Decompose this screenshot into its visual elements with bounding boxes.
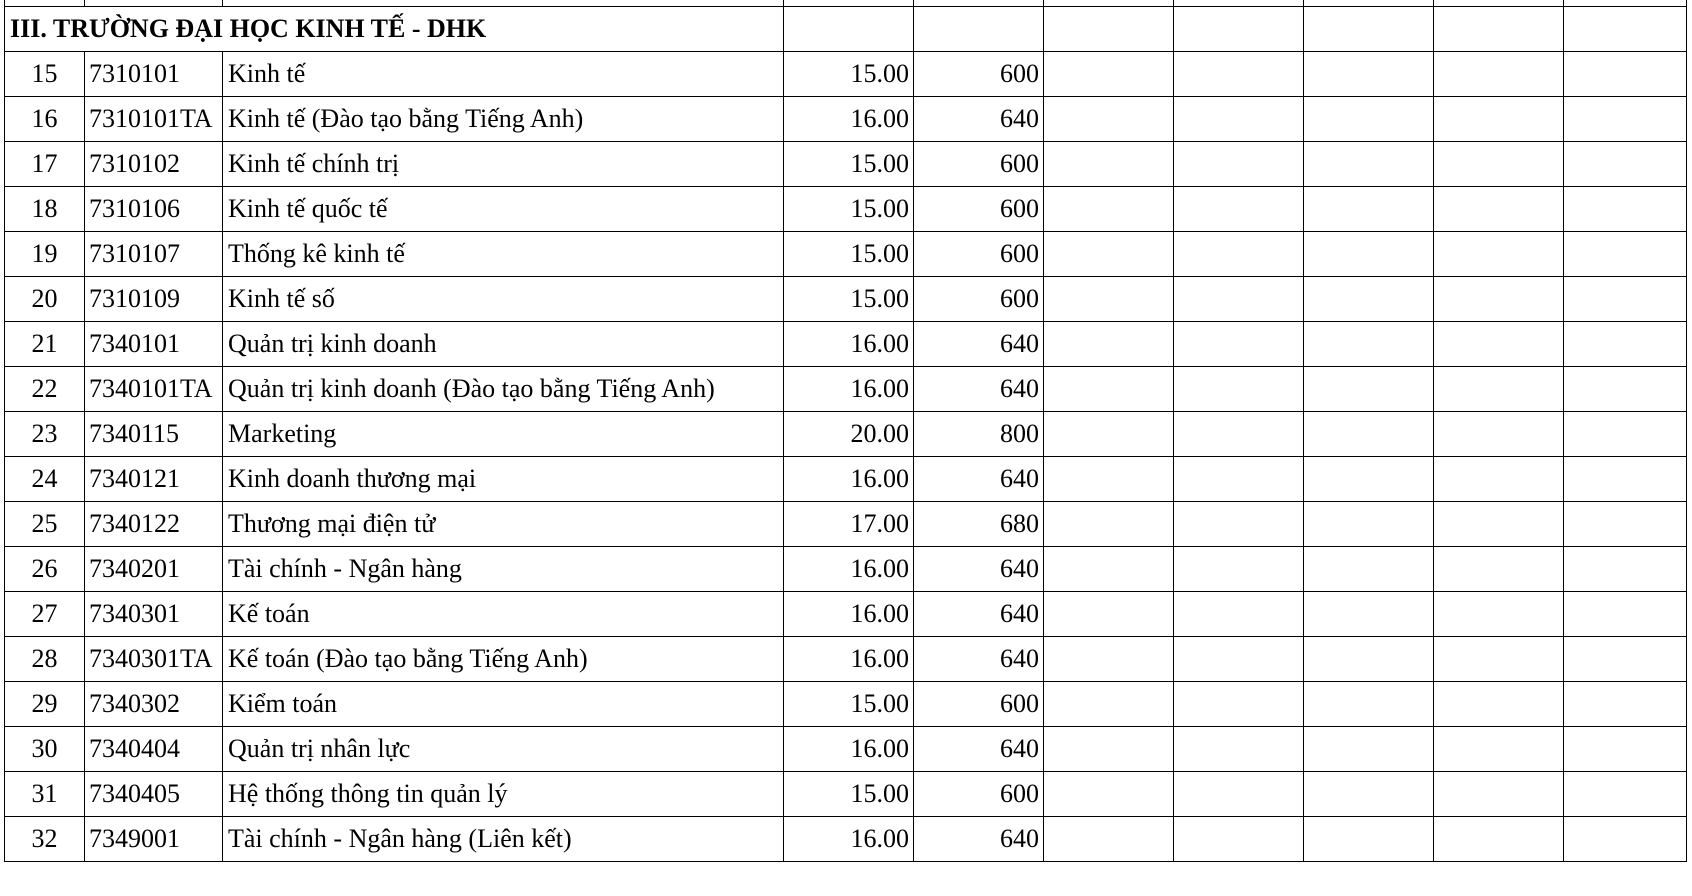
major-code-cell[interactable]: 7340405 bbox=[85, 772, 223, 817]
table-body bbox=[5, 0, 1687, 862]
section-title[interactable]: III. TRƯỜNG ĐẠI HỌC KINH TẾ - DHK bbox=[5, 7, 784, 52]
empty-cell[interactable] bbox=[1564, 772, 1687, 817]
empty-cell[interactable] bbox=[1174, 52, 1304, 97]
empty-cell[interactable] bbox=[1044, 142, 1174, 187]
major-code-cell[interactable]: 7340101TA bbox=[85, 367, 223, 412]
points-cell[interactable]: 680 bbox=[914, 502, 1044, 547]
empty-cell[interactable] bbox=[1434, 592, 1564, 637]
score-cell[interactable]: 16.00 bbox=[784, 322, 914, 367]
points-cell[interactable]: 600 bbox=[914, 232, 1044, 277]
empty-cell[interactable] bbox=[1174, 142, 1304, 187]
empty-cell[interactable] bbox=[1434, 97, 1564, 142]
cell[interactable] bbox=[784, 7, 914, 52]
major-name-cell[interactable]: Kinh tế quốc tế bbox=[223, 187, 784, 232]
empty-cell[interactable] bbox=[1564, 502, 1687, 547]
empty-cell[interactable] bbox=[1564, 277, 1687, 322]
empty-cell[interactable] bbox=[1304, 232, 1434, 277]
row-number-cell[interactable]: 15 bbox=[5, 52, 85, 97]
table-row bbox=[5, 322, 1687, 367]
major-code-cell[interactable]: 7310102 bbox=[85, 142, 223, 187]
points-cell[interactable]: 640 bbox=[914, 367, 1044, 412]
empty-cell[interactable] bbox=[1434, 727, 1564, 772]
table-row bbox=[5, 187, 1687, 232]
empty-cell[interactable] bbox=[1174, 97, 1304, 142]
major-code-cell[interactable]: 7310107 bbox=[85, 232, 223, 277]
score-cell[interactable]: 17.00 bbox=[784, 502, 914, 547]
empty-cell[interactable] bbox=[1434, 637, 1564, 682]
major-code-cell[interactable]: 7340301TA bbox=[85, 637, 223, 682]
empty-cell[interactable] bbox=[1044, 187, 1174, 232]
section-header-row bbox=[5, 7, 1687, 52]
empty-cell[interactable] bbox=[1174, 817, 1304, 862]
empty-cell[interactable] bbox=[1174, 637, 1304, 682]
major-name-cell[interactable]: Thống kê kinh tế bbox=[223, 232, 784, 277]
empty-cell[interactable] bbox=[1044, 277, 1174, 322]
empty-cell[interactable] bbox=[1174, 187, 1304, 232]
score-cell[interactable]: 16.00 bbox=[784, 547, 914, 592]
points-cell[interactable]: 640 bbox=[914, 727, 1044, 772]
empty-cell[interactable] bbox=[1044, 322, 1174, 367]
points-cell[interactable]: 640 bbox=[914, 547, 1044, 592]
major-code-cell[interactable]: 7310109 bbox=[85, 277, 223, 322]
points-cell[interactable]: 640 bbox=[914, 322, 1044, 367]
row-number-cell[interactable]: 32 bbox=[5, 817, 85, 862]
empty-cell[interactable] bbox=[1304, 592, 1434, 637]
empty-cell[interactable] bbox=[1304, 187, 1434, 232]
cell[interactable] bbox=[1044, 7, 1174, 52]
empty-cell[interactable] bbox=[1174, 457, 1304, 502]
empty-cell[interactable] bbox=[1174, 682, 1304, 727]
row-number-cell[interactable]: 19 bbox=[5, 232, 85, 277]
major-name-cell[interactable]: Kế toán bbox=[223, 592, 784, 637]
major-name-cell[interactable]: Kế toán (Đào tạo bằng Tiếng Anh) bbox=[223, 637, 784, 682]
score-cell[interactable]: 15.00 bbox=[784, 232, 914, 277]
major-code-cell[interactable]: 7310106 bbox=[85, 187, 223, 232]
major-name-cell[interactable]: Kiểm toán bbox=[223, 682, 784, 727]
empty-cell[interactable] bbox=[1434, 232, 1564, 277]
empty-cell[interactable] bbox=[1174, 592, 1304, 637]
score-cell[interactable]: 16.00 bbox=[784, 97, 914, 142]
table-row bbox=[5, 772, 1687, 817]
row-number-cell[interactable]: 23 bbox=[5, 412, 85, 457]
empty-cell[interactable] bbox=[1304, 682, 1434, 727]
empty-cell[interactable] bbox=[1044, 547, 1174, 592]
empty-cell[interactable] bbox=[1564, 592, 1687, 637]
empty-cell[interactable] bbox=[1564, 457, 1687, 502]
table-row bbox=[5, 277, 1687, 322]
score-cell[interactable]: 15.00 bbox=[784, 277, 914, 322]
cell[interactable] bbox=[1174, 7, 1304, 52]
points-cell[interactable]: 640 bbox=[914, 457, 1044, 502]
empty-cell[interactable] bbox=[1044, 772, 1174, 817]
empty-cell[interactable] bbox=[1564, 637, 1687, 682]
table-row bbox=[5, 412, 1687, 457]
major-name-cell[interactable]: Kinh tế chính trị bbox=[223, 142, 784, 187]
empty-cell[interactable] bbox=[1564, 322, 1687, 367]
table-row bbox=[5, 502, 1687, 547]
score-cell[interactable]: 20.00 bbox=[784, 412, 914, 457]
empty-cell[interactable] bbox=[1434, 547, 1564, 592]
major-name-cell[interactable]: Thương mại điện tử bbox=[223, 502, 784, 547]
major-code-cell[interactable]: 7340115 bbox=[85, 412, 223, 457]
major-code-cell[interactable]: 7340404 bbox=[85, 727, 223, 772]
major-name-cell[interactable]: Kinh tế bbox=[223, 52, 784, 97]
empty-cell[interactable] bbox=[1434, 277, 1564, 322]
score-cell[interactable]: 16.00 bbox=[784, 637, 914, 682]
major-code-cell[interactable]: 7310101TA bbox=[85, 97, 223, 142]
major-name-cell[interactable]: Kinh tế (Đào tạo bằng Tiếng Anh) bbox=[223, 97, 784, 142]
empty-cell[interactable] bbox=[1564, 232, 1687, 277]
empty-cell[interactable] bbox=[1044, 502, 1174, 547]
empty-cell[interactable] bbox=[1564, 52, 1687, 97]
table-row bbox=[5, 232, 1687, 277]
empty-cell[interactable] bbox=[1564, 727, 1687, 772]
cell[interactable] bbox=[1434, 7, 1564, 52]
empty-cell[interactable] bbox=[1304, 322, 1434, 367]
points-cell[interactable]: 600 bbox=[914, 772, 1044, 817]
row-number-cell[interactable]: 21 bbox=[5, 322, 85, 367]
empty-cell[interactable] bbox=[1044, 457, 1174, 502]
points-cell[interactable]: 600 bbox=[914, 277, 1044, 322]
empty-cell[interactable] bbox=[1174, 412, 1304, 457]
row-number-cell[interactable]: 16 bbox=[5, 97, 85, 142]
empty-cell[interactable] bbox=[1564, 142, 1687, 187]
cell[interactable] bbox=[914, 7, 1044, 52]
major-name-cell[interactable]: Kinh tế số bbox=[223, 277, 784, 322]
table-row bbox=[5, 547, 1687, 592]
points-cell[interactable]: 600 bbox=[914, 187, 1044, 232]
score-cell[interactable]: 15.00 bbox=[784, 682, 914, 727]
empty-cell[interactable] bbox=[1174, 277, 1304, 322]
major-code-cell[interactable]: 7340121 bbox=[85, 457, 223, 502]
row-number-cell[interactable]: 25 bbox=[5, 502, 85, 547]
points-cell[interactable]: 640 bbox=[914, 592, 1044, 637]
score-cell[interactable]: 16.00 bbox=[784, 592, 914, 637]
empty-cell[interactable] bbox=[1304, 547, 1434, 592]
cell[interactable] bbox=[1304, 7, 1434, 52]
empty-cell[interactable] bbox=[1304, 502, 1434, 547]
admission-score-table bbox=[4, 0, 1687, 862]
row-number-cell[interactable]: 24 bbox=[5, 457, 85, 502]
table-row bbox=[5, 97, 1687, 142]
table-row bbox=[5, 367, 1687, 412]
empty-cell[interactable] bbox=[1434, 457, 1564, 502]
empty-cell[interactable] bbox=[1564, 187, 1687, 232]
empty-cell[interactable] bbox=[1434, 817, 1564, 862]
empty-cell[interactable] bbox=[1044, 52, 1174, 97]
table-row bbox=[5, 637, 1687, 682]
table-row bbox=[5, 682, 1687, 727]
empty-cell[interactable] bbox=[1174, 502, 1304, 547]
major-code-cell[interactable]: 7340101 bbox=[85, 322, 223, 367]
empty-cell[interactable] bbox=[1304, 367, 1434, 412]
major-code-cell[interactable]: 7340201 bbox=[85, 547, 223, 592]
empty-cell[interactable] bbox=[1044, 412, 1174, 457]
empty-cell[interactable] bbox=[1434, 367, 1564, 412]
empty-cell[interactable] bbox=[1434, 412, 1564, 457]
empty-cell[interactable] bbox=[1174, 727, 1304, 772]
score-cell[interactable]: 15.00 bbox=[784, 52, 914, 97]
major-name-cell[interactable]: Tài chính - Ngân hàng (Liên kết) bbox=[223, 817, 784, 862]
empty-cell[interactable] bbox=[1564, 547, 1687, 592]
score-cell[interactable]: 15.00 bbox=[784, 142, 914, 187]
empty-cell[interactable] bbox=[1044, 367, 1174, 412]
cell[interactable] bbox=[1564, 7, 1687, 52]
empty-cell[interactable] bbox=[1174, 232, 1304, 277]
empty-cell[interactable] bbox=[1304, 727, 1434, 772]
empty-cell[interactable] bbox=[1044, 637, 1174, 682]
empty-cell[interactable] bbox=[1564, 412, 1687, 457]
empty-cell[interactable] bbox=[1434, 52, 1564, 97]
major-name-cell[interactable]: Tài chính - Ngân hàng bbox=[223, 547, 784, 592]
empty-cell[interactable] bbox=[1434, 772, 1564, 817]
empty-cell[interactable] bbox=[1044, 592, 1174, 637]
points-cell[interactable]: 640 bbox=[914, 637, 1044, 682]
empty-cell[interactable] bbox=[1564, 97, 1687, 142]
major-code-cell[interactable]: 7340122 bbox=[85, 502, 223, 547]
points-cell[interactable]: 800 bbox=[914, 412, 1044, 457]
empty-cell[interactable] bbox=[1434, 322, 1564, 367]
score-cell[interactable]: 15.00 bbox=[784, 187, 914, 232]
points-cell[interactable]: 600 bbox=[914, 682, 1044, 727]
empty-cell[interactable] bbox=[1304, 772, 1434, 817]
table-row bbox=[5, 817, 1687, 862]
points-cell[interactable]: 600 bbox=[914, 142, 1044, 187]
major-code-cell[interactable]: 7340301 bbox=[85, 592, 223, 637]
empty-cell[interactable] bbox=[1174, 547, 1304, 592]
table-row bbox=[5, 727, 1687, 772]
table-row bbox=[5, 592, 1687, 637]
empty-cell[interactable] bbox=[1304, 52, 1434, 97]
empty-cell[interactable] bbox=[1304, 817, 1434, 862]
major-name-cell[interactable]: Marketing bbox=[223, 412, 784, 457]
empty-cell[interactable] bbox=[1434, 187, 1564, 232]
table-row bbox=[5, 142, 1687, 187]
empty-cell[interactable] bbox=[1174, 322, 1304, 367]
row-number-cell[interactable]: 18 bbox=[5, 187, 85, 232]
empty-cell[interactable] bbox=[1044, 727, 1174, 772]
empty-cell[interactable] bbox=[1564, 367, 1687, 412]
points-cell[interactable]: 600 bbox=[914, 52, 1044, 97]
row-number-cell[interactable]: 31 bbox=[5, 772, 85, 817]
empty-cell[interactable] bbox=[1434, 682, 1564, 727]
row-number-cell[interactable]: 20 bbox=[5, 277, 85, 322]
empty-cell[interactable] bbox=[1304, 637, 1434, 682]
major-name-cell[interactable]: Kinh doanh thương mại bbox=[223, 457, 784, 502]
empty-cell[interactable] bbox=[1174, 772, 1304, 817]
empty-cell[interactable] bbox=[1304, 412, 1434, 457]
score-cell[interactable]: 16.00 bbox=[784, 817, 914, 862]
row-number-cell[interactable]: 26 bbox=[5, 547, 85, 592]
empty-cell[interactable] bbox=[1564, 817, 1687, 862]
empty-cell[interactable] bbox=[1304, 142, 1434, 187]
major-name-cell[interactable]: Hệ thống thông tin quản lý bbox=[223, 772, 784, 817]
empty-cell[interactable] bbox=[1174, 367, 1304, 412]
table-row bbox=[5, 52, 1687, 97]
empty-cell[interactable] bbox=[1044, 97, 1174, 142]
empty-cell[interactable] bbox=[1434, 142, 1564, 187]
major-name-cell[interactable]: Quản trị kinh doanh bbox=[223, 322, 784, 367]
row-number-cell[interactable]: 27 bbox=[5, 592, 85, 637]
empty-cell[interactable] bbox=[1044, 232, 1174, 277]
empty-cell[interactable] bbox=[1044, 682, 1174, 727]
score-cell[interactable]: 16.00 bbox=[784, 367, 914, 412]
points-cell[interactable]: 640 bbox=[914, 97, 1044, 142]
score-cell[interactable]: 16.00 bbox=[784, 727, 914, 772]
row-number-cell[interactable]: 17 bbox=[5, 142, 85, 187]
table-row bbox=[5, 457, 1687, 502]
major-code-cell[interactable]: 7340302 bbox=[85, 682, 223, 727]
empty-cell[interactable] bbox=[1044, 817, 1174, 862]
empty-cell[interactable] bbox=[1304, 97, 1434, 142]
score-cell[interactable]: 15.00 bbox=[784, 772, 914, 817]
row-number-cell[interactable]: 28 bbox=[5, 637, 85, 682]
major-code-cell[interactable]: 7349001 bbox=[85, 817, 223, 862]
points-cell[interactable]: 640 bbox=[914, 817, 1044, 862]
major-name-cell[interactable]: Quản trị kinh doanh (Đào tạo bằng Tiếng Anh) bbox=[223, 367, 784, 412]
empty-cell[interactable] bbox=[1304, 457, 1434, 502]
row-number-cell[interactable]: 29 bbox=[5, 682, 85, 727]
row-number-cell[interactable]: 30 bbox=[5, 727, 85, 772]
major-code-cell[interactable]: 7310101 bbox=[85, 52, 223, 97]
empty-cell[interactable] bbox=[1564, 682, 1687, 727]
major-name-cell[interactable]: Quản trị nhân lực bbox=[223, 727, 784, 772]
empty-cell[interactable] bbox=[1304, 277, 1434, 322]
row-number-cell[interactable]: 22 bbox=[5, 367, 85, 412]
empty-cell[interactable] bbox=[1434, 502, 1564, 547]
score-cell[interactable]: 16.00 bbox=[784, 457, 914, 502]
